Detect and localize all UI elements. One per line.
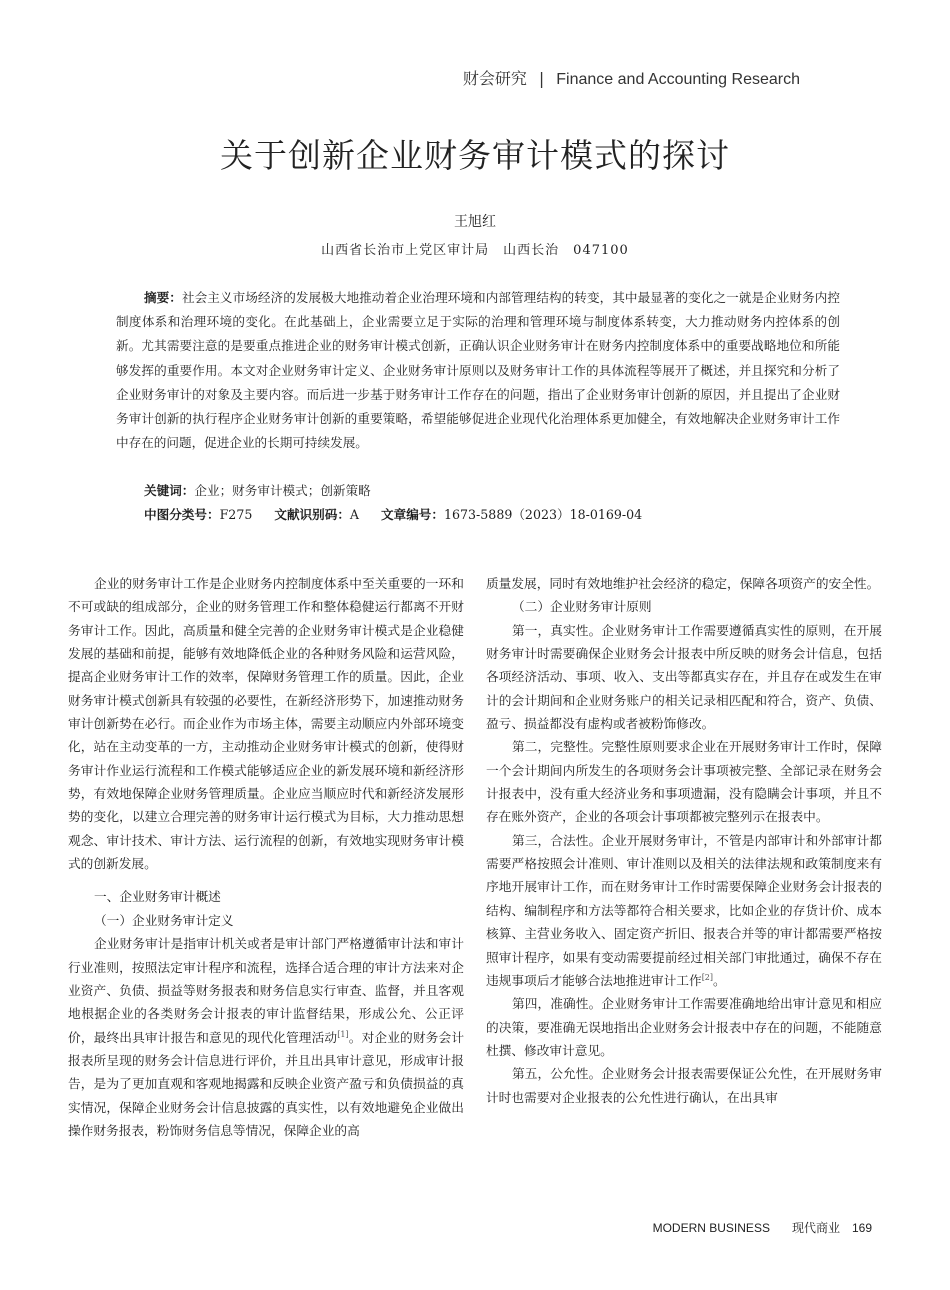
definition-paragraph — [68, 932, 464, 1142]
keywords-label: 关键词： — [144, 483, 195, 498]
page-number: 169 — [851, 1221, 872, 1235]
running-header — [463, 66, 800, 89]
principle-accuracy: 第四，准确性。企业财务审计工作需要准确地给出审计意见和相应的决策，要准确无误地指出企业财务会计报表中存在的问题，不能随意杜撰、修改审计意见。 — [486, 996, 882, 1058]
definition-text-b: 。对企业的财务会计报表所呈现的财务会计信息进行评价，并且出具审计意见，形成审计报告，是为了更加直观和客观地揭露和反映企业资产盈亏和负债损益的真实情况，保障企业财务会计信息披露的真实性，以有效地避免企业做出操作财务报表，粉饰财务信息等情况，保障企业的高 — [68, 1029, 465, 1138]
doc-code-label: 文献识别码： — [274, 507, 350, 522]
body-column-left — [68, 572, 464, 1142]
journal-name-en: MODERN BUSINESS — [652, 1221, 770, 1235]
keywords-line — [144, 480, 371, 499]
keywords-text: 企业；财务审计模式；创新策略 — [194, 483, 371, 498]
abstract-text: 社会主义市场经济的发展极大地推动着企业治理环境和内部管理结构的转变，其中最显著的变化之一就是企业财务内控制度体系和治理环境的变化。在此基础上，企业需要立足于实际的治理和管理环境与制度体系转变，大力推动财务内控体系的创新。尤其需要注意的是要重点推进企业的财务审计模式创新，正确认识企业财务审计在财务内控制度体系中的重要战略地位和所能够发挥的重要作用。本文对企业财务审计定义、企业财务审计原则以及财务审计工作的具体流程等展开了概述，并且探究和分析了企业财务审计的对象及主要内容。而后进一步基于财务审计工作存在的问题，指出了企业财务审计创新的原因，并且提出了企业财务审计创新的执行程序企业财务审计创新的重要策略，希望能够促进企业现代化治理体系更加健全，有效地解决企业财务审计工作中存在的问题，促进企业的长期可持续发展。 — [116, 290, 841, 451]
definition-text-a: 企业财务审计是指审计机关或者是审计部门严格遵循审计法和审计行业准则，按照法定审计程序和流程，选择合适合理的审计方法来对企业资产、负债、损益等财务报表和财务信息实行审查、监督，并且客观地根据企业的各类财务会计报表的审计监督结果，形成公允、公正评价，最终出具审计报告和意见的现代化管理活动 — [68, 936, 464, 1045]
header-separator: | — [538, 69, 545, 88]
article-number-value: 1673-5889（2023）18-0169-04 — [443, 507, 643, 522]
principle-fairness: 第五，公允性。企业财务会计报表需要保证公允性，在开展财务审计时也需要对企业报表的公允性进行确认，在出具审 — [486, 1066, 882, 1105]
subsection-heading-2: （二）企业财务审计原则 — [512, 599, 652, 615]
legality-text-end: 。 — [713, 972, 726, 988]
intro-paragraph: 企业的财务审计工作是企业财务内控制度体系中至关重要的一环和不可或缺的组成部分，企业的财务管理工作和整体稳健运行都离不开财务审计工作。因此，高质量和健全完善的企业财务审计模式是企业稳健发展的基础和前提，能够有效地降低企业的各种财务风险和运营风险，提高企业财务审计工作的效率，保障财务管理工作的质量。因此，企业财务审计模式创新具有较强的必要性，在新经济形势下，加速推动财务审计创新势在必行。而企业作为市场主体，需要主动顺应内外部环境变化，站在主动变革的一方，主动推动企业财务审计模式的创新，使得财务审计作业运行流程和工作模式能够适应企业的新发展环境和新经济形势，有效地保障企业财务管理质量。企业应当顺应时代和新经济发展形势的变化，以建立合理完善的财务审计运行模式为目标，大力推动思想观念、审计技术、审计方法、运行流程的创新，有效地实现财务审计模式的创新发展。 — [68, 576, 464, 872]
subsection-heading-1: （一）企业财务审计定义 — [94, 912, 234, 928]
author-affiliation: 山西省长治市上党区审计局 山西长治 047100 — [321, 243, 629, 258]
principle-authenticity: 第一，真实性。企业财务审计工作需要遵循真实性的原则，在开展财务审计时需要确保企业财务会计报表中所反映的财务会计信息，包括各项经济活动、事项、收入、支出等都真实存在，并且存在或发生在审计的会计期间和企业财务账户的相关记录相匹配和符合，资产、负债、盈亏、损益都没有虚构或者被粉饰修改。 — [486, 622, 882, 732]
section-heading-1: 一、企业财务审计概述 — [94, 889, 221, 905]
section-name-cn: 财会研究 — [462, 69, 527, 88]
clc-label: 中图分类号： — [144, 507, 220, 522]
legality-text: 第三，合法性。企业开展财务审计，不管是内部审计和外部审计都需要严格按照会计准则、审计准则以及相关的法律法规和政策制度来有序地开展审计工作，而在财务审计工作时需要保障企业财务会计报表的结构、编制程序和方法等都符合相关要求，比如企业的存货计价、成本核算、主营业务收入、固定资产折旧、报表合并等的审计都需要严格按照审计程序，如果有变动需要提前经过相关部门审批通过，确保不存在违规事项后才能够合法地推进审计工作 — [486, 832, 882, 988]
doc-code-value: A — [349, 507, 360, 522]
body-column-right — [486, 572, 882, 1109]
clc-value: F275 — [219, 507, 253, 522]
citation-2: [2] — [701, 972, 714, 982]
article-number-label: 文章编号： — [381, 507, 444, 522]
author-name: 王旭红 — [454, 214, 496, 230]
page-footer — [653, 1219, 872, 1236]
abstract-label: 摘要： — [144, 290, 182, 305]
section-name-en: Finance and Accounting Research — [556, 71, 800, 88]
classification-line — [144, 504, 642, 523]
continued-paragraph: 质量发展，同时有效地维护社会经济的稳定，保障各项资产的安全性。 — [486, 576, 880, 591]
abstract-block — [116, 286, 840, 455]
principle-legality — [486, 829, 882, 992]
journal-name-cn: 现代商业 — [791, 1221, 840, 1235]
article-title: 关于创新企业财务审计模式的探讨 — [220, 136, 730, 175]
citation-1: [1] — [337, 1029, 349, 1039]
principle-completeness: 第二，完整性。完整性原则要求企业在开展财务审计工作时，保障一个会计期间内所发生的各项财务会计事项被完整、全部记录在财务会计报表中，没有重大经济业务和事项遗漏，没有隐瞒会计事项，并且不存在账外资产，企业的各项会计事项都被完整列示在报表中。 — [486, 739, 882, 825]
